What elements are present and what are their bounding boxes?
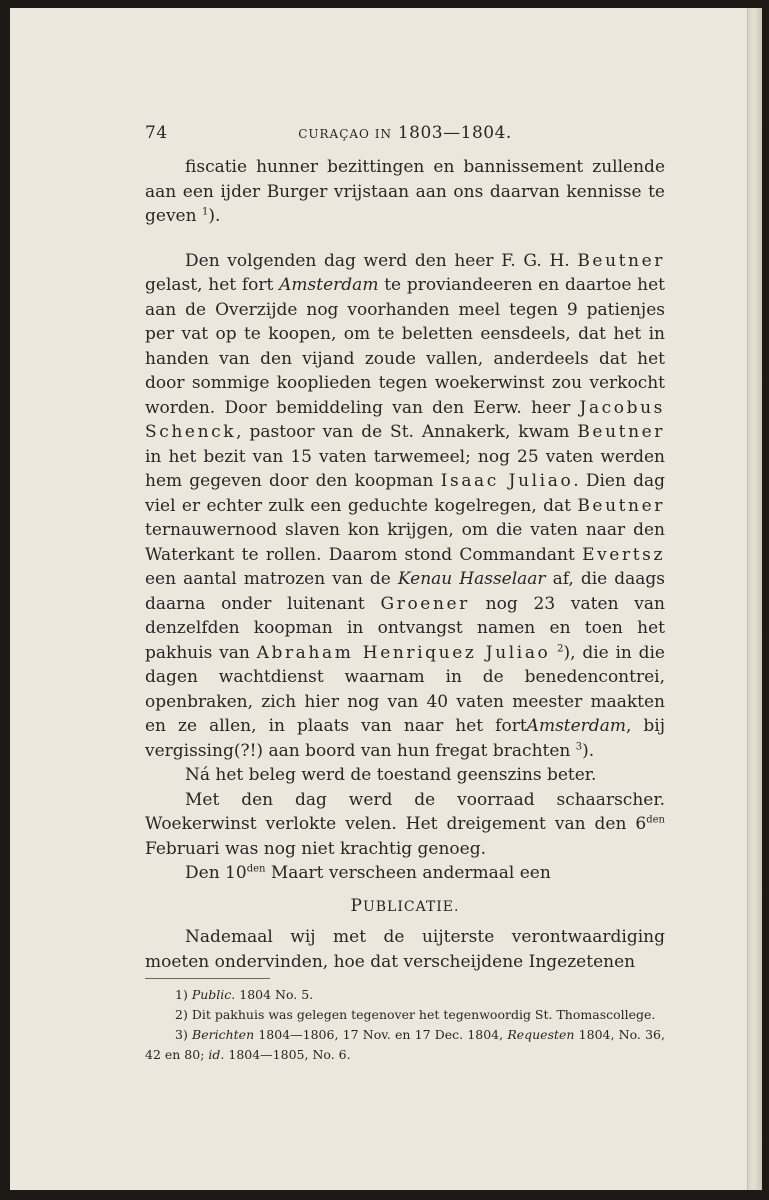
paragraph-5: Den $10^{den}$ Maart verscheen andermaal een bbox=[185, 863, 551, 883]
person-name: Beutner bbox=[577, 495, 665, 516]
place-name: Amsterdam bbox=[526, 716, 626, 736]
person-name: Groener bbox=[380, 593, 470, 614]
paragraph-3: Ná het beleg werd de toestand geenszins beter. bbox=[185, 765, 597, 785]
page-header bbox=[145, 123, 665, 147]
footnote-ref-2[interactable]: 2 bbox=[557, 642, 564, 654]
footnote-3: 3) Berichten 1804—1806, 17 Nov. en 17 Dec. 1804, Requesten 1804, No. 36, 42 en 80; id. 1804—1805, No. 6. bbox=[145, 1027, 665, 1062]
ship-name: Kenau Hasselaar bbox=[397, 569, 546, 589]
page-content bbox=[145, 123, 665, 1065]
footnote-1: 1) Public. 1804 No. 5. bbox=[175, 987, 314, 1002]
person-name: Evertsz bbox=[582, 544, 666, 565]
person-name: Beutner bbox=[577, 422, 666, 442]
paragraph-4: Met den dag werd de voorraad schaarscher. Woekerwinst verlokte velen. Het dreigement van den $6^{den}$ Februari was nog niet krachtig genoeg. bbox=[145, 789, 665, 859]
book-page bbox=[10, 8, 762, 1190]
paragraph-1: fiscatie hunner bezittingen en bannissement zullende aan een ijder Burger vrijstaan aan ons daarvan kennisse te geven $^1$). bbox=[145, 157, 665, 226]
footnote-2: 2) Dit pakhuis was gelegen tegenover het tegenwoordig St. Thomascollege. bbox=[175, 1007, 656, 1022]
person-name: Abraham Henriquez Juliao bbox=[256, 642, 551, 663]
running-head bbox=[145, 123, 665, 143]
footnotes bbox=[145, 985, 665, 1065]
paragraph-2: Den volgenden dag werd den heer F. G. H. Beutner gelast, het fort Amsterdam te proviandeeren en daartoe het aan de Overzijde nog voorhanden meel tegen 9 patienjes per vat op te koopen, om te beletten eensdeels, dat het in handen van den vijand zoude vallen, anderdeels dat het door sommige kooplieden tegen woekerwinst zou verkocht worden. Door bemiddeling van den Eerw. heer Jacobus Schenck, pastoor van de St. Annakerk, kwam Beutner in het bezit van 15 vaten tarwemeel; nog 25 vaten werden hem gegeven door den koopman Isaac Juliao. Dien dag viel er echter zulk een geduchte kogelregen, dat Beutner ternauwernood slaven kon krijgen, om die vaten naar den Waterkant te rollen. Daarom stond Commandant Evertsz een aantal matrozen van de Kenau Hasselaar af, die daags daarna onder luitenant Groener nog 23 vaten van denzelfden koopman in ontvangst namen en toen het pakhuis van Abraham Henriquez Juliao $^2$), die in die dagen wachtdienst waarnam in de benedencontrei, openbraken, zich hier nog van 40 vaten meester maakten en ze allen, in plaats van naar het fortAmsterdam, bij vergissing(?!) aan boord van hun fregat brachten $^3$). bbox=[145, 250, 666, 761]
running-head-title: CURAÇAO IN bbox=[298, 127, 392, 141]
paragraph-6: Nademaal wij met de uijterste verontwaardiging moeten ondervinden, hoe dat verscheijdene Ingezetenen bbox=[145, 927, 665, 972]
section-heading: PUBLICATIE. bbox=[350, 895, 460, 916]
person-name: Jacobus Schenck bbox=[145, 397, 665, 442]
page-edge bbox=[747, 8, 762, 1190]
body-text bbox=[145, 155, 665, 974]
person-name: Beutner bbox=[577, 250, 665, 271]
page-number: 74 bbox=[145, 123, 168, 143]
footnote-ref-3[interactable]: 3 bbox=[575, 740, 583, 752]
person-name: Isaac Juliao bbox=[440, 471, 574, 491]
footnote-ref-1[interactable]: 1 bbox=[201, 206, 209, 218]
footnote-divider bbox=[145, 978, 270, 979]
place-name: Amsterdam bbox=[279, 275, 379, 295]
running-head-years: 1803—1804. bbox=[397, 123, 512, 143]
